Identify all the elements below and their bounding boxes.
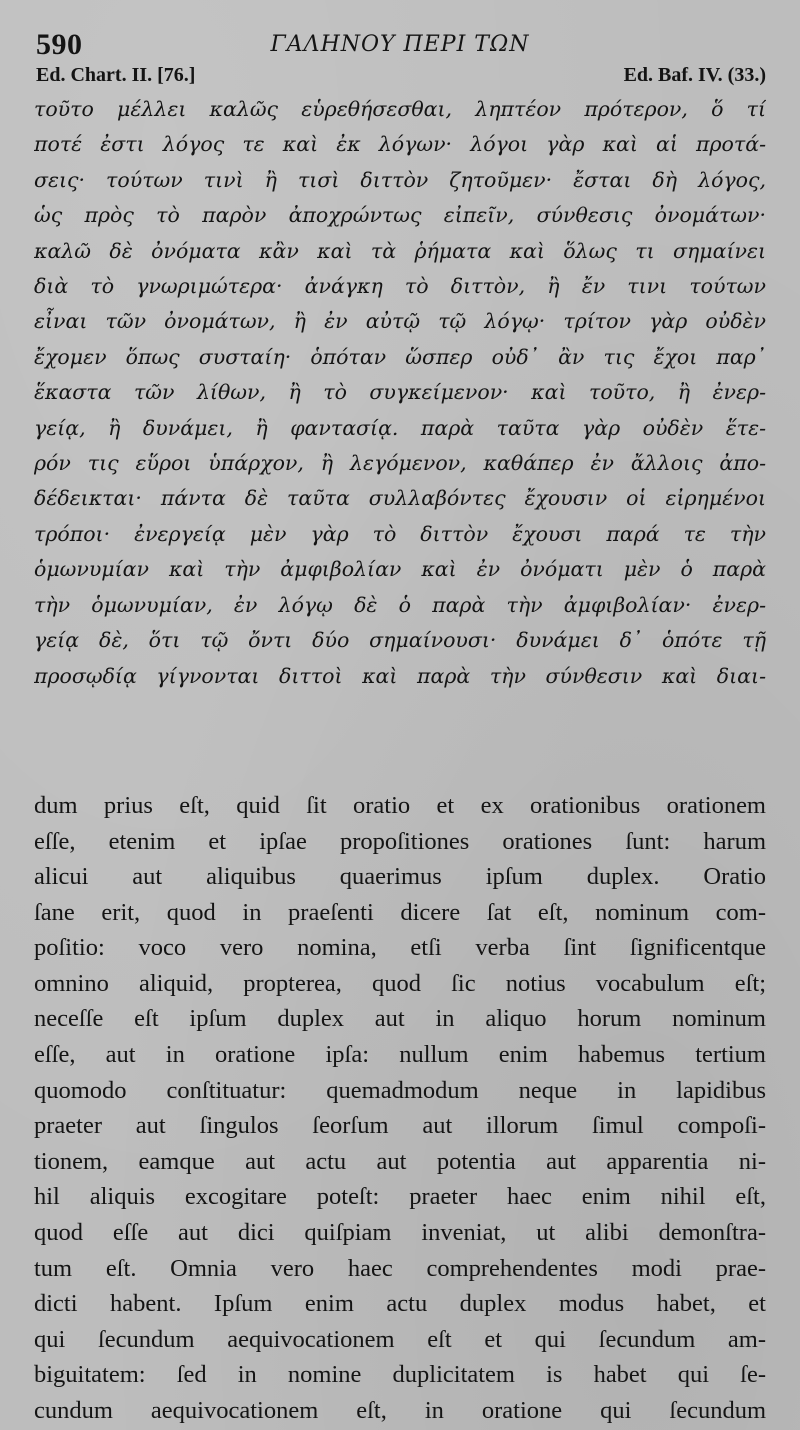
greek-text-block <box>34 92 766 694</box>
latin-line: ſane erit, quod in praeſenti dicere ſat eſt, nominum com- <box>34 898 766 926</box>
latin-line: quod eſſe aut dici quiſpiam inveniat, ut alibi demonſtra- <box>34 1219 766 1247</box>
latin-line: eſſe, etenim et ipſae propoſitiones orationes ſunt: harum <box>34 827 766 855</box>
greek-line: ὡς πρὸς τὸ παρὸν ἀποχρώντως εἰπεῖν, σύνθεσις ὀνομάτων· <box>34 203 766 228</box>
latin-line: eſſe, aut in oratione ipſa: nullum enim habemus tertium <box>34 1041 766 1069</box>
greek-line: εἶναι τῶν ὀνομάτων, ἢ ἐν αὐτῷ τῷ λόγῳ· τρίτον γὰρ οὐδὲν <box>34 309 766 334</box>
page-number: 590 <box>36 28 83 61</box>
greek-line: τοῦτο μέλλει καλῶς εὑρεθήσεσθαι, ληπτέον πρότερον, ὅ τί <box>34 97 766 121</box>
greek-line: ποτέ ἐστι λόγος τε καὶ ἐκ λόγων· λόγοι γὰρ καὶ αἱ προτά- <box>34 132 766 157</box>
latin-line: poſitio: voco vero nomina, etſi verba ſint ſignificentque <box>34 934 766 962</box>
edition-reference-basel: Ed. Baf. IV. (33.) <box>623 64 766 86</box>
latin-line: omnino aliquid, propterea, quod ſic notius vocabulum eſt; <box>34 969 766 997</box>
latin-line: tum eſt. Omnia vero haec comprehendentes modi prae- <box>34 1254 766 1282</box>
greek-line: καλῶ δὲ ὀνόματα κἂν καὶ τὰ ῥήματα καὶ ὅλως τι σημαίνει <box>34 238 766 263</box>
edition-references <box>34 64 766 90</box>
greek-line: ἔχομεν ὅπως συσταίη· ὁπόταν ὥσπερ οὐδ᾽ ἂν τις ἔχοι παρ᾽ <box>34 344 766 369</box>
greek-line: ρόν τις εὕροι ὑπάρχον, ἢ λεγόμενον, καθάπερ ἐν ἄλλοις ἀπο- <box>34 451 766 476</box>
latin-line: alicui aut aliquibus quaerimus ipſum duplex. Oratio <box>34 863 766 891</box>
page-header <box>34 28 766 64</box>
greek-line: σεις· τούτων τινὶ ἢ τισὶ διττὸν ζητοῦμεν· ἔσται δὴ λόγος, <box>34 167 766 192</box>
greek-line: γείᾳ, ἢ δυνάμει, ἢ φαντασίᾳ. παρὰ ταῦτα γὰρ οὐδὲν ἕτε- <box>34 415 766 440</box>
greek-line: δέδεικται· πάντα δὲ ταῦτα συλλαβόντες ἔχουσιν οἱ εἰρημένοι <box>34 486 766 511</box>
greek-line: ὁμωνυμίαν καὶ τὴν ἀμφιβολίαν καὶ ἐν ὀνόματι μὲν ὁ παρὰ <box>34 557 766 582</box>
greek-line: διὰ τὸ γνωριμώτερα· ἀνάγκη τὸ διττὸν, ἢ ἔν τινι τούτων <box>34 274 766 299</box>
greek-line: τρόποι· ἐνεργείᾳ μὲν γὰρ τὸ διττὸν ἔχουσι παρά τε τὴν <box>34 521 766 546</box>
latin-line: neceſſe eſt ipſum duplex aut in aliquo horum nominum <box>34 1005 766 1033</box>
latin-line: tionem, eamque aut actu aut potentia aut apparentia ni- <box>34 1147 766 1175</box>
latin-line: cundum aequivocationem eſt, in oratione qui ſecundum <box>34 1397 766 1424</box>
latin-line: dum prius eſt, quid ſit oratio et ex orationibus orationem <box>34 791 766 819</box>
latin-line: praeter aut ſingulos ſeorſum aut illorum ſimul compoſi- <box>34 1112 766 1140</box>
greek-line: προσῳδίᾳ γίγνονται διττοὶ καὶ παρὰ τὴν σύνθεσιν καὶ διαι- <box>34 663 766 688</box>
latin-line: hil aliquis excogitare poteſt: praeter haec enim nihil eſt, <box>34 1183 766 1211</box>
latin-text-block <box>34 788 766 1429</box>
latin-line: qui ſecundum aequivocationem eſt et qui ſecundum am- <box>34 1325 766 1353</box>
latin-line: quomodo conſtituatur: quemadmodum neque in lapidibus <box>34 1076 766 1104</box>
greek-line: γείᾳ δὲ, ὅτι τῷ ὄντι δύο σημαίνουσι· δυνάμει δ᾽ ὁπότε τῇ <box>34 628 766 653</box>
edition-reference-chart: Ed. Chart. II. [76.] <box>36 64 196 86</box>
greek-line: τὴν ὁμωνυμίαν, ἐν λόγῳ δὲ ὁ παρὰ τὴν ἀμφιβολίαν· ἐνερ- <box>34 592 766 617</box>
latin-line: dicti habent. Ipſum enim actu duplex modus habet, et <box>34 1290 766 1318</box>
latin-line: biguitatem: ſed in nomine duplicitatem is habet qui ſe- <box>34 1361 766 1389</box>
greek-line: ἕκαστα τῶν λίθων, ἢ τὸ συγκείμενον· καὶ τοῦτο, ἢ ἐνερ- <box>34 380 766 405</box>
running-title: ΓΑΛΗΝΟΥ ΠΕΡΙ ΤΩΝ <box>270 32 530 57</box>
